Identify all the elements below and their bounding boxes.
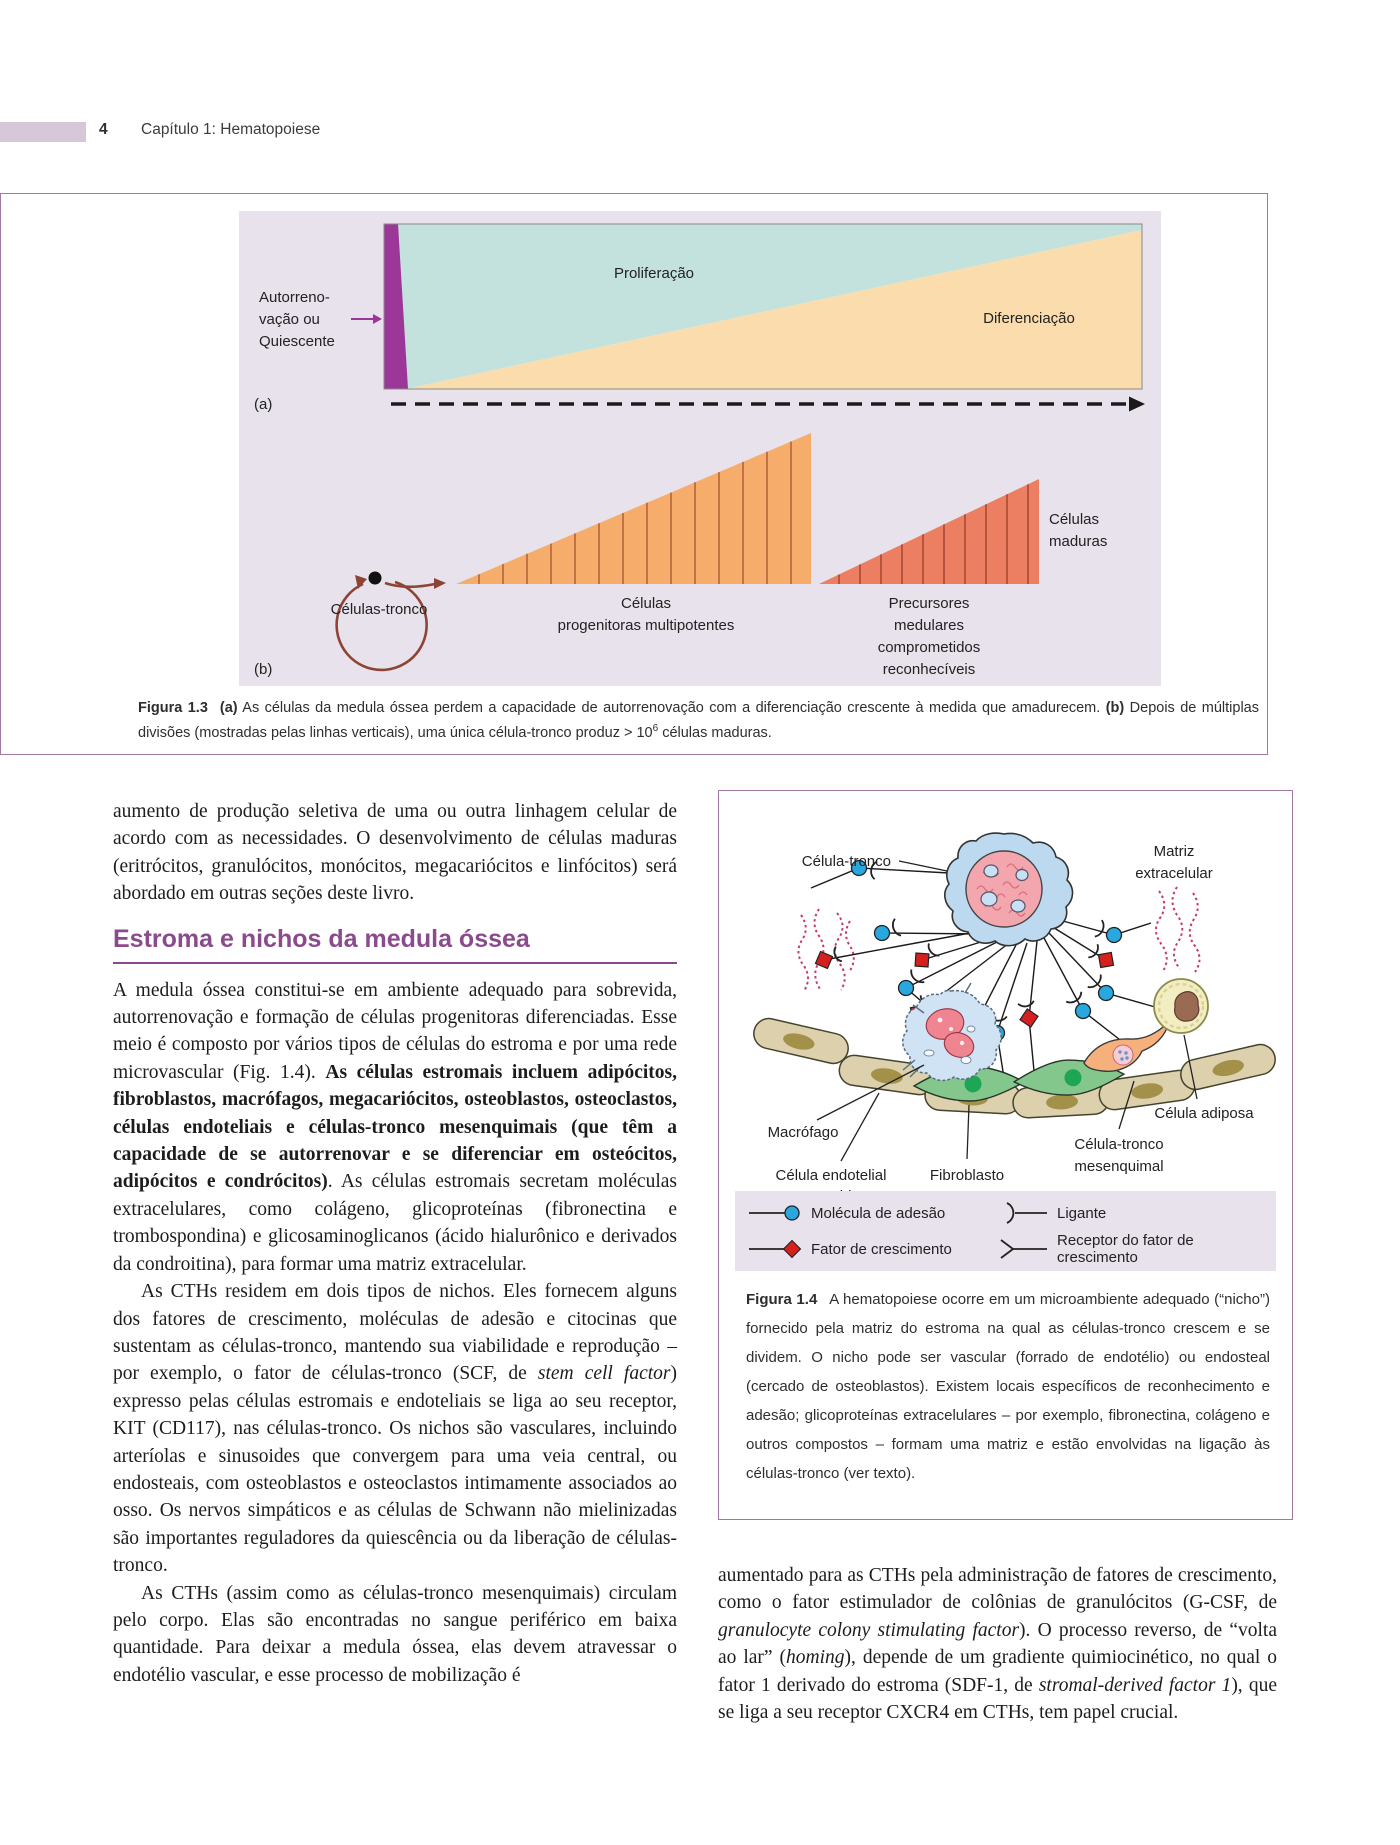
- proliferation-label: Proliferação: [613, 265, 695, 282]
- figure-1-3-diagram: [1, 194, 1266, 694]
- page-number: 4: [99, 121, 108, 138]
- endothelial-cell-row: [751, 1016, 1278, 1119]
- adhesion-molecule-icon: [1095, 920, 1125, 946]
- self-renewal-label-line3: Quiescente: [259, 333, 335, 350]
- receptor-legend-icon: [997, 1237, 1053, 1261]
- adhesion-molecule-legend-icon: [747, 1203, 803, 1223]
- mesenchymal-stem-cell: [1084, 1022, 1169, 1071]
- body-paragraph: aumento de produção seletiva de uma ou outra linhagem celular de acordo com as necessidades. O desenvolvimento de células maduras (eritrócitos, granulócitos, monócitos, megacariócitos e linfócitos) será abordado em outras seções deste livro.: [113, 801, 677, 905]
- growth-factor-icon: [1088, 943, 1119, 973]
- figure-1-3-caption: Figura 1.3 (a) As células da medula óssea perdem a capacidade de autorrenovação com a diferenciação crescente à medida que amadurecem. (b) Depois de múltiplas divisões (mostradas pelas linhas verticais), uma única célula-tronco produz > $10^6$ células maduras.: [138, 700, 1259, 741]
- figure-1-3-box: [0, 193, 1268, 755]
- adhesion-molecule-icon: [872, 919, 901, 944]
- figure-1-3-caption-label: Figura 1.3: [138, 700, 208, 716]
- stem-cells-label: Células-tronco: [330, 601, 428, 618]
- macrophage-label: Macrófago: [767, 1124, 839, 1141]
- mesenchymal-label-line1: Célula-tronco: [1074, 1136, 1164, 1153]
- self-renewal-label-line2: vação ou: [259, 311, 320, 328]
- header-accent-bar: [0, 122, 86, 142]
- differentiation-label: Diferenciação: [983, 310, 1075, 327]
- figure-1-4-diagram: [719, 793, 1290, 1205]
- mature-cells-label-line2: maduras: [1049, 533, 1108, 550]
- precursor-label-line3: comprometidos: [877, 639, 981, 656]
- matrix-label-line1: Matriz: [1153, 843, 1195, 860]
- figure-1-4-caption-label: Figura 1.4: [746, 1291, 818, 1308]
- right-text-column: [718, 1562, 1277, 1726]
- legend-adhesion-label: Molécula de adesão: [811, 1204, 946, 1222]
- fibroblast-label: Fibroblasto: [929, 1167, 1005, 1184]
- stem-cell-dot: [369, 572, 382, 585]
- left-text-column: [113, 798, 677, 1689]
- extracellular-matrix-strands-right: [1156, 887, 1200, 972]
- growth-factor-icon: [909, 943, 940, 973]
- progenitor-label-line1: Células: [620, 595, 672, 612]
- body-paragraph: As CTHs (assim como as células-tronco mesenquimais) circulam pelo corpo. Elas são encontradas no sangue periférico em baixa quantidade. Para deixar a medula óssea, elas devem atravessar o endotélio vascular, e esse processo de mobilização é: [113, 1582, 677, 1686]
- adipose-label: Célula adiposa: [1154, 1105, 1254, 1122]
- progenitor-label-line2: progenitoras multipotentes: [557, 617, 735, 634]
- body-paragraph: As CTHs residem em dois tipos de nichos. Eles fornecem alguns dos fatores de crescimento, moléculas de adesão e citocinas que sustentam as células-tronco, mantendo sua viabilidade e reprodução – por exemplo, o fator de células-tronco (SCF, de stem cell factor) expresso pelas células estromais e endoteliais se liga ao seu receptor, KIT (CD117), nas células-tronco. Os nichos são vasculares, incluindo arteríolas e sinusoides que convergem para uma veia central, ou endosteais, com osteoblastos e osteoclastos intimamente associados ao osso. Os nervos simpáticos e as células de Schwann não mielinizadas são importantes reguladores da quiescência ou da liberação de células-tronco.: [113, 1281, 677, 1577]
- endothelial-label-line1: Célula endotelial: [775, 1167, 887, 1184]
- adhesion-molecule-icon: [1066, 992, 1094, 1022]
- figure-1-4-caption: Figura 1.4 A hematopoiese ocorre em um microambiente adequado (“nicho”) fornecido pela matriz do estroma na qual as células-tronco crescem e se dividem. O nicho pode ser vascular (forrado de endotélio) ou endosteal (cercado de osteoblastos). Existem locais específicos de reconhecimento e adesão; glicoproteínas extracelulares – por exemplo, fibronectina, colágeno e outros compostos – formam uma matriz e estão envolvidas na ligação às células-tronco (ver texto).: [746, 1291, 1270, 1482]
- adhesion-molecule-icon: [894, 970, 924, 1000]
- growth-factor-icon: [1017, 1001, 1040, 1029]
- mesenchymal-label-line2: mesenquimal: [1074, 1158, 1164, 1175]
- growth-factor-icon: [812, 945, 842, 971]
- self-renewal-label-line1: Autorreno-: [259, 289, 330, 306]
- panel-a-tag: (a): [254, 396, 273, 413]
- precursor-label-line4: reconhecíveis: [882, 661, 976, 678]
- legend-growth-factor-label: Fator de crescimento: [811, 1240, 952, 1258]
- body-paragraph: A medula óssea constitui-se em ambiente adequado para sobrevida, autorrenovação e formação de células progenitoras diferenciadas. Esse meio é composto por vários tipos de células do estroma e por uma rede microvascular (Fig. 1.4). As células estromais incluem adipócitos, fibroblastos, macrófagos, megacariócitos, osteoblastos, osteoclastos, células endoteliais e células-tronco mesenquimais (que têm a capacidade de se autorrenovar e se diferenciar em osteócitos, adipócitos e condrócitos). As células estromais secretam moléculas extracelulares, como colágeno, glicoproteínas (fibronectina e trombospondina) e glicosaminoglicanos (ácido hialurônico e derivados da condroitina), para formar uma matriz extracelular.: [113, 979, 677, 1275]
- precursor-label-line2: medulares: [893, 617, 965, 634]
- body-paragraph: aumentado para as CTHs pela administração de fatores de crescimento, como o fator estimulador de colônias de granulócitos (G-CSF, de granulocyte colony stimulating factor). O processo reverso, de “volta ao lar” (homing), depende de um gradiente quimiocinético, no qual o fator 1 derivado do estroma (SDF-1, de stromal-derived factor 1), que se liga a seu receptor CXCR4 em CTHs, tem papel crucial.: [718, 1565, 1278, 1724]
- growth-factor-legend-icon: [747, 1239, 803, 1259]
- stem-cell-label: Célula-tronco: [801, 853, 891, 870]
- hematopoietic-stem-cell: [945, 833, 1073, 946]
- mature-cells-label-line1: Células: [1049, 511, 1100, 528]
- ligand-legend-icon: [997, 1201, 1053, 1225]
- legend-ligand-label: Ligante: [1057, 1204, 1107, 1222]
- adipose-cell: [1154, 979, 1208, 1033]
- chapter-title: Capítulo 1: Hematopoiese: [141, 121, 321, 138]
- extracellular-matrix-strands-left: [798, 909, 853, 991]
- legend-receptor-label: Receptor do fator de crescimento: [1057, 1232, 1194, 1266]
- panel-a-graphic: [254, 224, 1145, 413]
- panel-b-tag: (b): [254, 661, 273, 678]
- figure-1-4-box: [718, 790, 1293, 1520]
- figure-1-4-legend: [735, 1191, 1276, 1271]
- section-heading: Estroma e nichos da medula óssea: [113, 925, 677, 964]
- matrix-label-line2: extracelular: [1135, 865, 1213, 882]
- precursor-label-line1: Precursores: [888, 595, 970, 612]
